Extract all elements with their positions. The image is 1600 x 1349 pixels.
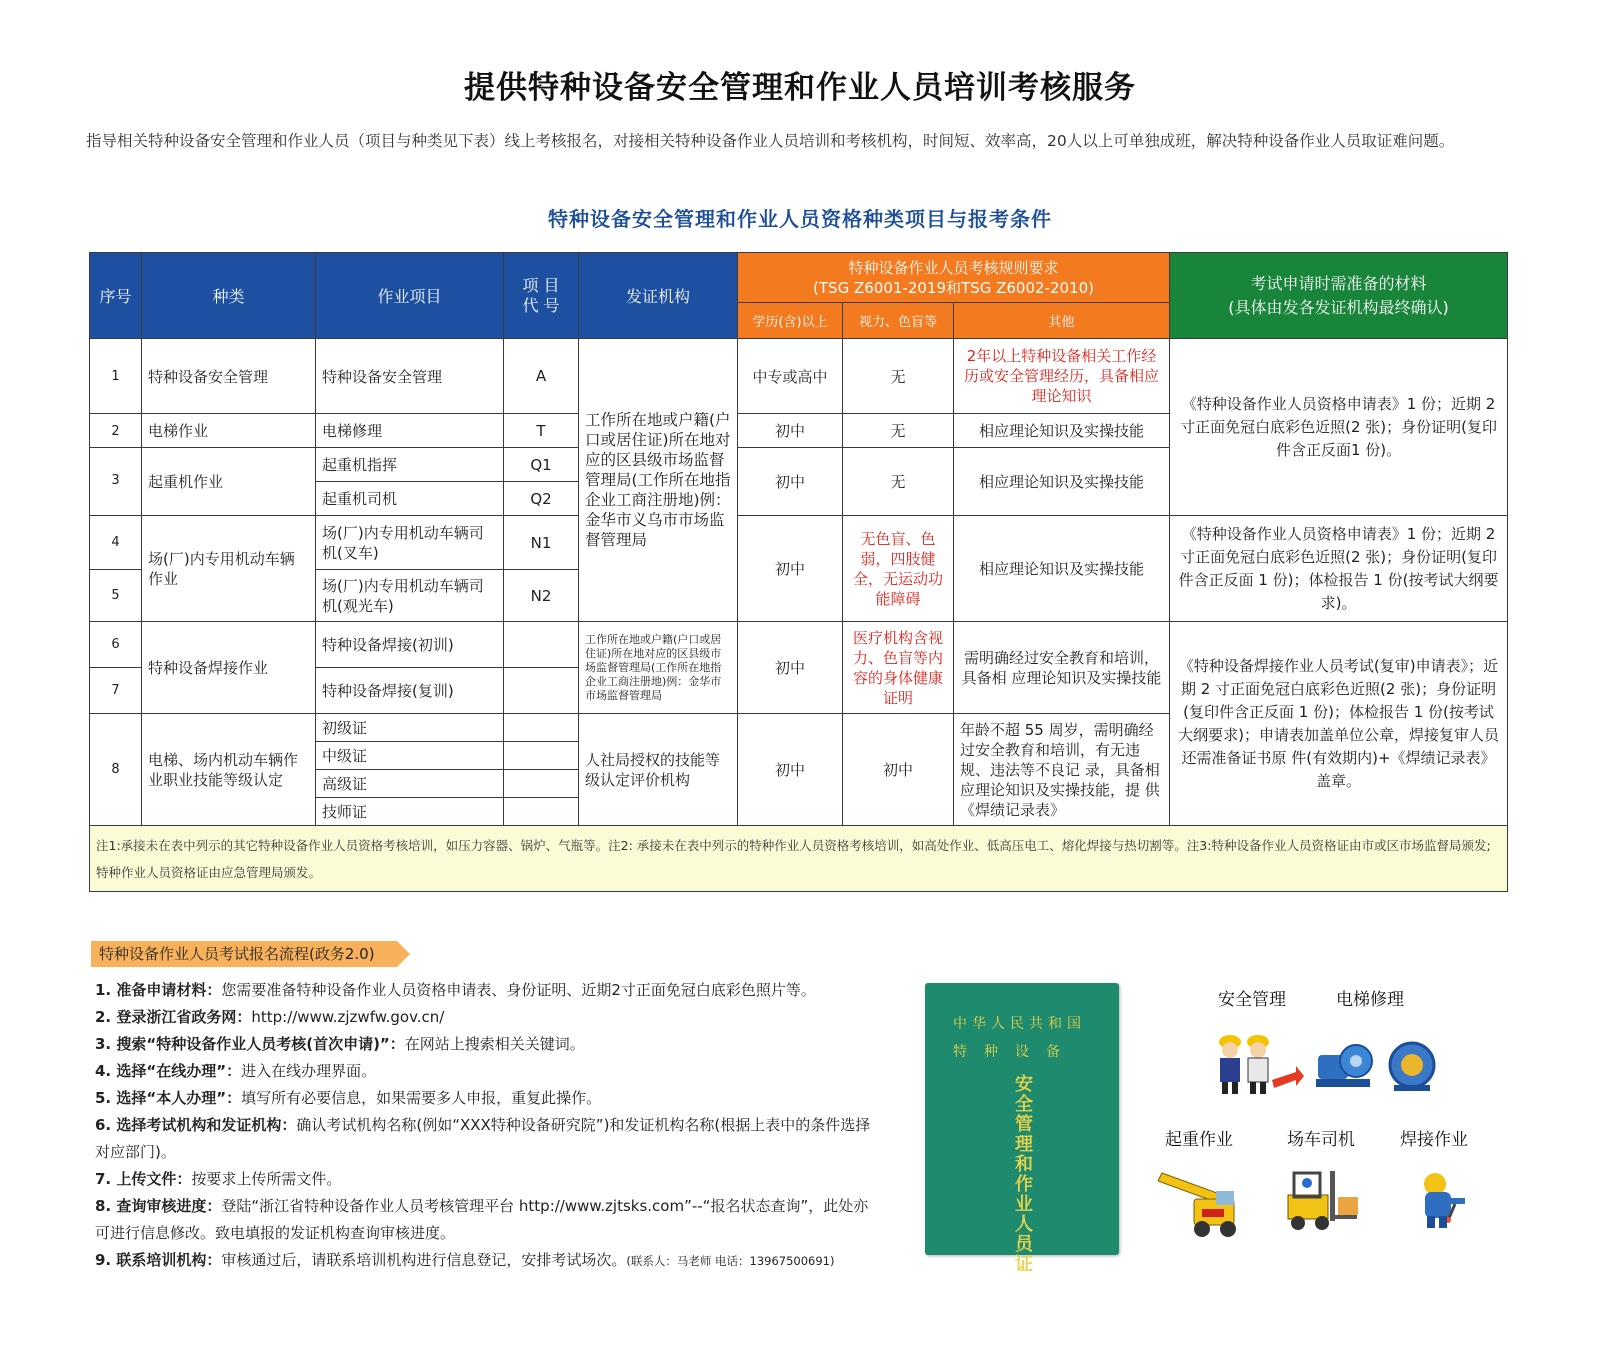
row7-seq: 7	[90, 668, 142, 714]
issuer-main: 工作所在地或户籍(户口或居住证)所在地对应的区县级市场监督管理局(工作所在地指企业工商注册地)例：金华市义乌市市场监督管理局	[579, 339, 738, 622]
label-forklift: 场车司机	[1287, 1130, 1355, 1150]
forklift-icon	[1280, 1165, 1370, 1235]
row3-edu: 初中	[738, 448, 843, 516]
elevator-motor-icon	[1312, 1035, 1462, 1093]
row7-code	[504, 668, 579, 714]
qualification-table	[89, 252, 1508, 892]
row8-seq: 8	[90, 714, 142, 826]
certificate-line3: 安全管理和作业人员证	[1015, 1074, 1033, 1275]
row2-code: T	[504, 414, 579, 448]
row2-category: 电梯作业	[142, 414, 316, 448]
row8-edu: 初中	[738, 714, 843, 826]
table-note: 注1:承接未在表中列示的其它特种设备作业人员资格考核培训，如压力容器、锅炉、气瓶等。注2: 承接未在表中列示的特种作业人员资格考核培训，如高处作业、低高压电工、熔化焊接与热切割等。注3:特种设备作业人员资格证由市或区市场监督局颁发;特种作业人员资格证由应急管理局颁发。	[90, 826, 1508, 892]
certificate-image	[925, 983, 1119, 1275]
materials-2: 《特种设备作业人员资格申请表》1 份；近期 2 寸正面免冠白底彩色近照(2 张)；身份证明(复印件含正反面 1 份)；体检报告 1 份(按考试大纲要求)。	[1170, 516, 1508, 622]
flow-tag: 特种设备作业人员考试报名流程(政务2.0)	[91, 941, 397, 967]
row6-code	[504, 622, 579, 668]
row1-edu: 中专或高中	[738, 339, 843, 414]
row4-vision: 无色盲、色弱，四肢健全，无运动功能障碍	[843, 516, 954, 622]
header-materials-sub: (具体由发各发证机构最终确认)	[1228, 297, 1449, 317]
row6-category: 特种设备焊接作业	[142, 622, 316, 714]
header-edu: 学历(含)以上	[738, 303, 843, 339]
row4-item: 场(厂)内专用机动车辆司机(叉车)	[316, 516, 504, 570]
step-4	[95, 1058, 875, 1085]
header-item: 作业项目	[316, 253, 504, 339]
row8-issuer: 人社局授权的技能等级认定评价机构	[579, 714, 738, 826]
step-7	[95, 1166, 875, 1193]
step-1-label: 1. 准备申请材料：	[95, 981, 222, 999]
step-9-label: 9. 联系培训机构：	[95, 1251, 222, 1269]
step-5-label: 5. 选择“本人办理”：	[95, 1089, 242, 1107]
row8-code-4	[504, 798, 579, 826]
step-1-text: 您需要准备特种设备作业人员资格申请表、身份证明、近期2寸正面免冠白底彩色照片等。	[221, 981, 816, 999]
table-title: 特种设备安全管理和作业人员资格种类项目与报考条件	[548, 207, 1052, 231]
header-category: 种类	[142, 253, 316, 339]
row3-item-a: 起重机指挥	[316, 448, 504, 482]
step-4-label: 4. 选择“在线办理”：	[95, 1062, 242, 1080]
row8-level-1: 初级证	[316, 714, 504, 742]
row6-item: 特种设备焊接(初训)	[316, 622, 504, 668]
row5-code: N2	[504, 570, 579, 622]
step-3-text: 在网站上搜索相关关键词。	[404, 1035, 585, 1053]
row8-level-2: 中级证	[316, 742, 504, 770]
header-materials-title: 考试申请时需准备的材料	[1250, 273, 1427, 293]
step-8-text: 登陆“浙江省特种设备作业人员考核管理平台 http://www.zjtsks.com”--“报名状态查询”，此处亦可进行信息修改。致电填报的发证机构查询审核进度。	[95, 1197, 869, 1242]
row2-edu: 初中	[738, 414, 843, 448]
step-2	[95, 1004, 875, 1031]
step-2-url[interactable]: http://www.zjzwfw.gov.cn/	[251, 1008, 445, 1026]
step-9-contact: (联系人：马老师 电话：13967500691)	[626, 1254, 835, 1268]
row8-category: 电梯、场内机动车辆作业职业技能等级认定	[142, 714, 316, 826]
row5-item: 场(厂)内专用机动车辆司机(观光车)	[316, 570, 504, 622]
step-7-label: 7. 上传文件：	[95, 1170, 192, 1188]
flow-steps	[95, 977, 875, 1275]
header-rules-title: 特种设备作业人员考核规则要求	[848, 258, 1059, 277]
row4-category: 场(厂)内专用机动车辆作业	[142, 516, 316, 622]
step-9	[95, 1247, 875, 1275]
row8-vision: 初中	[843, 714, 954, 826]
header-other: 其他	[954, 303, 1170, 339]
row6-vision: 医疗机构含视力、色盲等内容的身体健康证明	[843, 622, 954, 714]
row1-vision: 无	[843, 339, 954, 414]
label-crane: 起重作业	[1165, 1130, 1233, 1150]
step-8-label: 8. 查询审核进度：	[95, 1197, 222, 1215]
header-rules-std: (TSG Z6001-2019和TSG Z6002-2010)	[813, 278, 1094, 297]
issuer-weld: 工作所在地或户籍(户口或居住证)所在地对应的区县级市场监督管理局(工作所在地指企业工商注册地)例：金华市市场监督管理局	[579, 622, 738, 714]
step-3	[95, 1031, 875, 1058]
step-1	[95, 977, 875, 1004]
step-5-text: 填写所有必要信息，如果需要多人申报，重复此操作。	[241, 1089, 602, 1107]
row1-seq: 1	[90, 339, 142, 414]
row8-code-2	[504, 742, 579, 770]
row8-level-4: 技师证	[316, 798, 504, 826]
label-elevator: 电梯修理	[1336, 990, 1404, 1010]
row3-seq: 3	[90, 448, 142, 516]
row4-other: 相应理论知识及实操技能	[954, 516, 1170, 622]
materials-3: 《特种设备焊接作业人员考试(复审)申请表》；近期 2 寸正面免冠白底彩色近照(2 张)；身份证明(复印件含正反面 1 份)；体检报告 1 份(按考试大纲要求)；申请表加盖单位公章，焊接复审人员还需准备证书原 件(有效期内)+《焊绩记录表》盖章。	[1170, 622, 1508, 826]
row4-edu: 初中	[738, 516, 843, 622]
row4-code: N1	[504, 516, 579, 570]
row3-vision: 无	[843, 448, 954, 516]
header-code: 项 目 代 号	[504, 253, 579, 339]
row8-level-3: 高级证	[316, 770, 504, 798]
header-seq: 序号	[90, 253, 142, 339]
row6-seq: 6	[90, 622, 142, 668]
header-materials	[1170, 253, 1508, 339]
welding-worker-icon	[1405, 1168, 1475, 1233]
row6-edu: 初中	[738, 622, 843, 714]
row2-vision: 无	[843, 414, 954, 448]
safety-managers-icon	[1210, 1030, 1305, 1095]
materials-1: 《特种设备作业人员资格申请表》1 份；近期 2 寸正面免冠白底彩色近照(2 张)；身份证明(复印件含正反面1 份)。	[1170, 339, 1508, 516]
row5-seq: 5	[90, 570, 142, 622]
row8-code-3	[504, 770, 579, 798]
label-welding: 焊接作业	[1400, 1130, 1468, 1150]
row7-item: 特种设备焊接(复训)	[316, 668, 504, 714]
step-7-text: 按要求上传所需文件。	[191, 1170, 342, 1188]
row2-seq: 2	[90, 414, 142, 448]
row1-other: 2年以上特种设备相关工作经历或安全管理经历，具备相应理论知识	[954, 339, 1170, 414]
step-6-label: 6. 选择考试机构和发证机构：	[95, 1116, 297, 1134]
row1-item: 特种设备安全管理	[316, 339, 504, 414]
step-2-label: 2. 登录浙江省政务网：	[95, 1008, 252, 1026]
row3-code-b: Q2	[504, 482, 579, 516]
page-title: 提供特种设备安全管理和作业人员培训考核服务	[464, 70, 1136, 106]
certificate-line2: 特种设备	[953, 1044, 1077, 1060]
crane-icon	[1158, 1165, 1253, 1240]
step-5	[95, 1085, 875, 1112]
row2-other: 相应理论知识及实操技能	[954, 414, 1170, 448]
row2-item: 电梯修理	[316, 414, 504, 448]
row4-seq: 4	[90, 516, 142, 570]
step-4-text: 进入在线办理界面。	[241, 1062, 377, 1080]
step-3-label: 3. 搜索“特种设备作业人员考核(首次申请)”：	[95, 1035, 405, 1053]
step-9-text: 审核通过后，请联系培训机构进行信息登记，安排考试场次。	[221, 1251, 627, 1269]
label-safety: 安全管理	[1218, 990, 1286, 1010]
row3-code-a: Q1	[504, 448, 579, 482]
row6-other: 需明确经过安全教育和培训，具备相 应理论知识及实操技能	[954, 622, 1170, 714]
header-rules	[738, 253, 1170, 303]
header-issuer: 发证机构	[579, 253, 738, 339]
row8-code-1	[504, 714, 579, 742]
row8-other: 年龄不超 55 周岁，需明确经过安全教育和培训，有无违规、违法等不良记 录，具备相应理论知识及实操技能，提 供《焊绩记录表》	[954, 714, 1170, 826]
step-8	[95, 1193, 875, 1247]
intro-text: 指导相关特种设备安全管理和作业人员（项目与种类见下表）线上考核报名，对接相关特种设备作业人员培训和考核机构，时间短、效率高，20人以上可单独成班，解决特种设备作业人员取证难问题。	[86, 132, 1455, 150]
row1-code: A	[504, 339, 579, 414]
step-6	[95, 1112, 875, 1166]
row3-item-b: 起重机司机	[316, 482, 504, 516]
step-6-text: 确认考试机构名称(例如“XXX特种设备研究院”)和发证机构名称(根据上表中的条件选择对应部门)。	[95, 1116, 871, 1161]
row3-other: 相应理论知识及实操技能	[954, 448, 1170, 516]
row1-category: 特种设备安全管理	[142, 339, 316, 414]
header-vision: 视力、色盲等	[843, 303, 954, 339]
certificate-line1: 中华人民共和国	[953, 1016, 1086, 1032]
row3-category: 起重机作业	[142, 448, 316, 516]
